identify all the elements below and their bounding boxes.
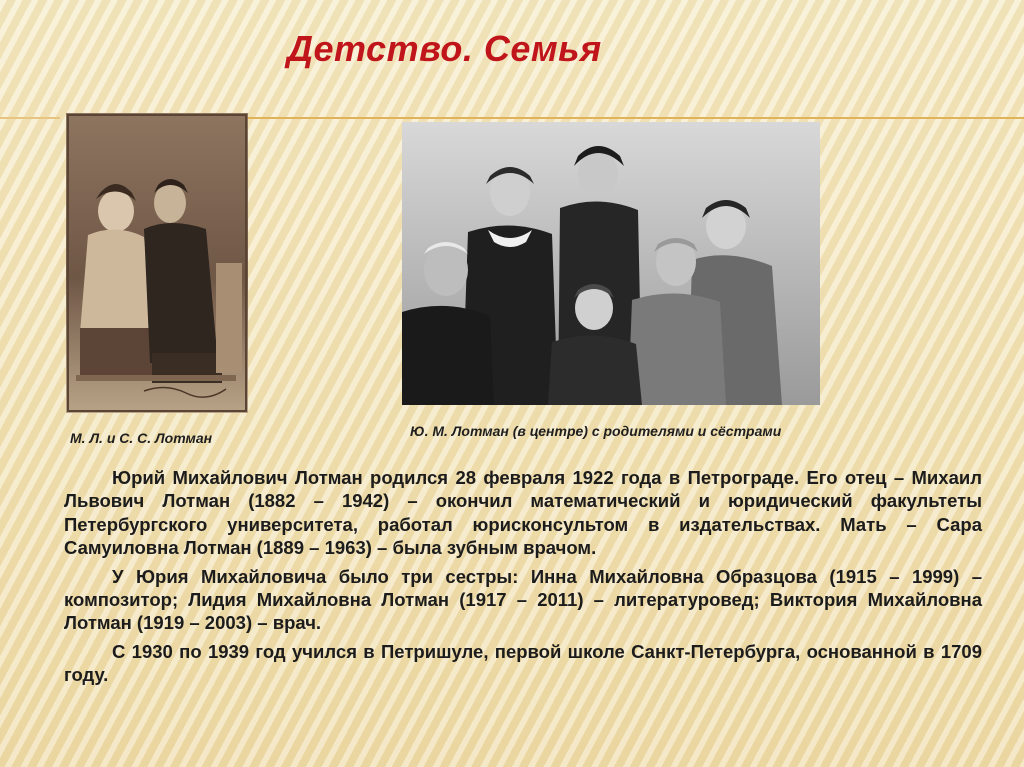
decorative-rule-left [0, 117, 60, 119]
slide-title: Детство. Семья [287, 28, 602, 69]
paragraph-sisters: У Юрия Михайловича было три сестры: Инна Михайловна Образцова (1915 – 1999) – композитор; Лидия Михайловна Лотман (1917 – 2011) – литературовед; Виктория Михайловна Лотман (1919 – 2003) – врач. [64, 565, 982, 634]
biography-text [64, 466, 982, 692]
paragraph-birth-parents: Юрий Михайлович Лотман родился 28 февраля 1922 года в Петрограде. Его отец – Михаил Львович Лотман (1882 – 1942) – окончил математический и юридический факультеты Петербургского университета, работал юрисконсультом в издательствах. Мать – Сара Самуиловна Лотман (1889 – 1963) – была зубным врачом. [64, 467, 982, 559]
caption-family-photo: Ю. М. Лотман (в центре) с родителями и сёстрами [410, 423, 782, 439]
photo-family-group [402, 122, 820, 405]
caption-parents-photo: М. Л. и С. С. Лотман [70, 430, 213, 446]
photo-parents [66, 113, 248, 413]
paragraph-school: С 1930 по 1939 год учился в Петришуле, первой школе Санкт-Петербурга, основанной в 1709 году. [64, 640, 982, 686]
decorative-rule [248, 117, 1024, 119]
